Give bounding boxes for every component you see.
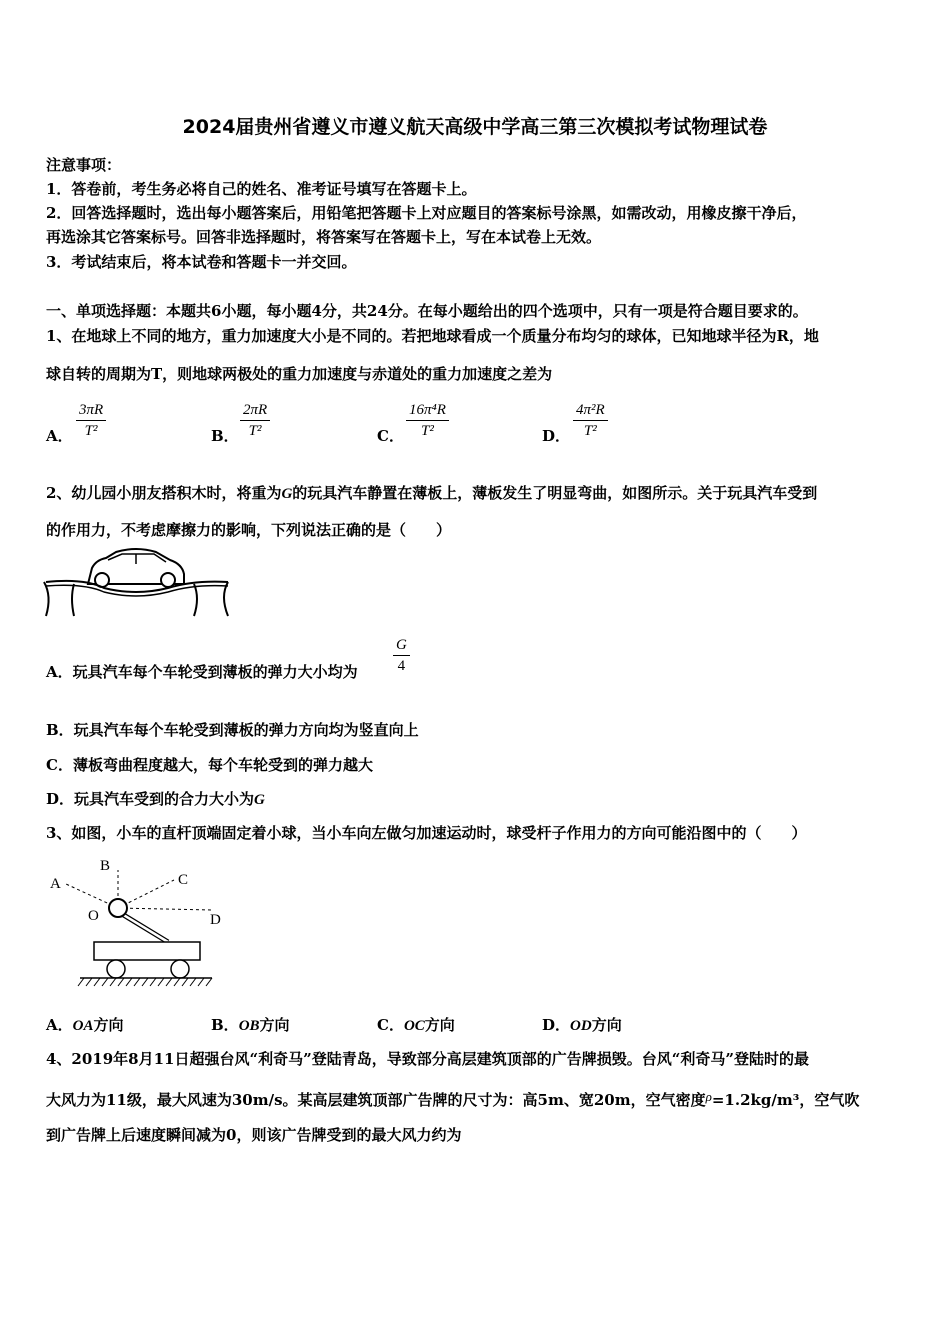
option-direction: OD <box>570 1018 592 1034</box>
fraction-denominator: T² <box>248 423 262 439</box>
q4-stem <box>46 1088 859 1109</box>
fraction-denominator: 4 <box>397 658 406 674</box>
q4-stem-part: 大风力为11级，最大风速为30m/s。某高层建筑顶部广告牌的尺寸为：高5m、宽20m，空气密度 <box>46 1091 706 1109</box>
q2-option-d-text: D．玩具汽车受到的合力大小为 <box>46 790 255 808</box>
q1-option-c-fraction <box>406 402 449 440</box>
fraction-denominator: T² <box>421 423 434 439</box>
q1-option-d-fraction <box>573 402 608 440</box>
symbol-g: G <box>254 792 265 808</box>
fraction-numerator: 3πR <box>76 402 106 421</box>
notice-item: 再选涂其它答案标号。回答非选择题时，将答案写在答题卡上，写在本试卷上无效。 <box>46 228 602 246</box>
option-suffix: 方向 <box>591 1016 622 1034</box>
fraction-numerator: 16π⁴R <box>406 402 449 421</box>
q1-option-b-label: B． <box>211 427 239 445</box>
option-label: D． <box>542 1016 571 1034</box>
q3-option-a <box>46 1016 124 1035</box>
option-suffix: 方向 <box>424 1016 455 1034</box>
q2-option-c: C．薄板弯曲程度越大，每个车轮受到的弹力越大 <box>46 756 373 774</box>
fraction-denominator: T² <box>583 423 597 439</box>
q2-stem <box>46 484 817 503</box>
q3-option-b <box>211 1016 290 1035</box>
option-label: B． <box>211 1016 239 1034</box>
option-label: A． <box>46 1016 73 1034</box>
fraction-numerator: 2πR <box>240 402 270 421</box>
symbol-g: G <box>281 486 293 502</box>
symbol-rho: ρ <box>705 1089 712 1104</box>
notice-heading: 注意事项： <box>46 156 122 174</box>
q1-option-a-fraction <box>76 402 106 440</box>
q2-option-a: A．玩具汽车每个车轮受到薄板的弹力大小均为 <box>46 663 358 681</box>
notice-item: 2．回答选择题时，选出每小题答案后，用铅笔把答题卡上对应题目的答案标号涂黑，如需改动，用橡皮擦干净后， <box>46 204 807 222</box>
option-suffix: 方向 <box>93 1016 124 1034</box>
notice-item: 1．答卷前，考生务必将自己的姓名、准考证号填写在答题卡上。 <box>46 180 477 198</box>
q2-option-a-fraction <box>393 637 410 675</box>
q4-stem: 4、2019年8月11日超强台风“利奇马”登陆青岛，导致部分高层建筑顶部的广告牌损毁。台风“利奇马”登陆时的最 <box>46 1050 810 1068</box>
page-title: 2024届贵州省遵义市遵义航天高级中学高三第三次模拟考试物理试卷 <box>182 116 768 138</box>
q1-option-d-label: D． <box>542 427 571 445</box>
q1-option-c-label: C． <box>377 427 404 445</box>
section-heading: 一、单项选择题：本题共6小题，每小题4分，共24分。在每小题给出的四个选项中，只有一项是符合题目要求的。 <box>46 302 808 320</box>
option-suffix: 方向 <box>259 1016 290 1034</box>
option-direction: OA <box>72 1018 94 1034</box>
q4-stem-part: =1.2kg/m³，空气吹 <box>711 1091 860 1109</box>
fraction-numerator: G <box>393 637 410 656</box>
q3-option-c <box>377 1016 455 1035</box>
q1-option-b-fraction <box>240 402 270 440</box>
q3-stem: 3、如图，小车的直杆顶端固定着小球，当小车向左做匀加速运动时，球受杆子作用力的方向可能沿图中的（ ） <box>46 824 807 842</box>
option-label: C． <box>377 1016 404 1034</box>
q2-stem-part: 2、幼儿园小朋友搭积木时，将重为 <box>46 484 282 502</box>
label-o: O <box>88 908 99 924</box>
cart-figure <box>46 856 221 990</box>
label-c: C <box>178 872 189 888</box>
label-b: B <box>100 858 111 874</box>
q1-stem: 球自转的周期为T，则地球两极处的重力加速度与赤道处的重力加速度之差为 <box>46 365 553 383</box>
q2-stem: 的作用力，不考虑摩擦力的影响，下列说法正确的是（ ） <box>46 521 452 539</box>
q2-option-b: B．玩具汽车每个车轮受到薄板的弹力方向均为竖直向上 <box>46 721 419 739</box>
q3-option-d <box>542 1016 622 1035</box>
q2-stem-part: 的玩具汽车静置在薄板上，薄板发生了明显弯曲，如图所示。关于玩具汽车受到 <box>292 484 818 502</box>
label-d: D <box>210 912 221 928</box>
fraction-numerator: 4π²R <box>573 402 608 421</box>
notice-item: 3．考试结束后，将本试卷和答题卡一并交回。 <box>46 253 357 271</box>
q4-stem: 到广告牌上后速度瞬间减为0，则该广告牌受到的最大风力约为 <box>46 1126 462 1144</box>
toy-car-figure <box>44 546 230 618</box>
q2-option-d <box>46 790 265 809</box>
label-a: A <box>50 876 61 892</box>
q1-option-a-label: A． <box>46 427 73 445</box>
option-direction: OB <box>238 1018 260 1034</box>
fraction-denominator: T² <box>84 423 98 439</box>
q1-stem: 1、在地球上不同的地方，重力加速度大小是不同的。若把地球看成一个质量分布均匀的球体，已知地球半径为R，地 <box>46 327 819 345</box>
option-direction: OC <box>403 1018 425 1034</box>
